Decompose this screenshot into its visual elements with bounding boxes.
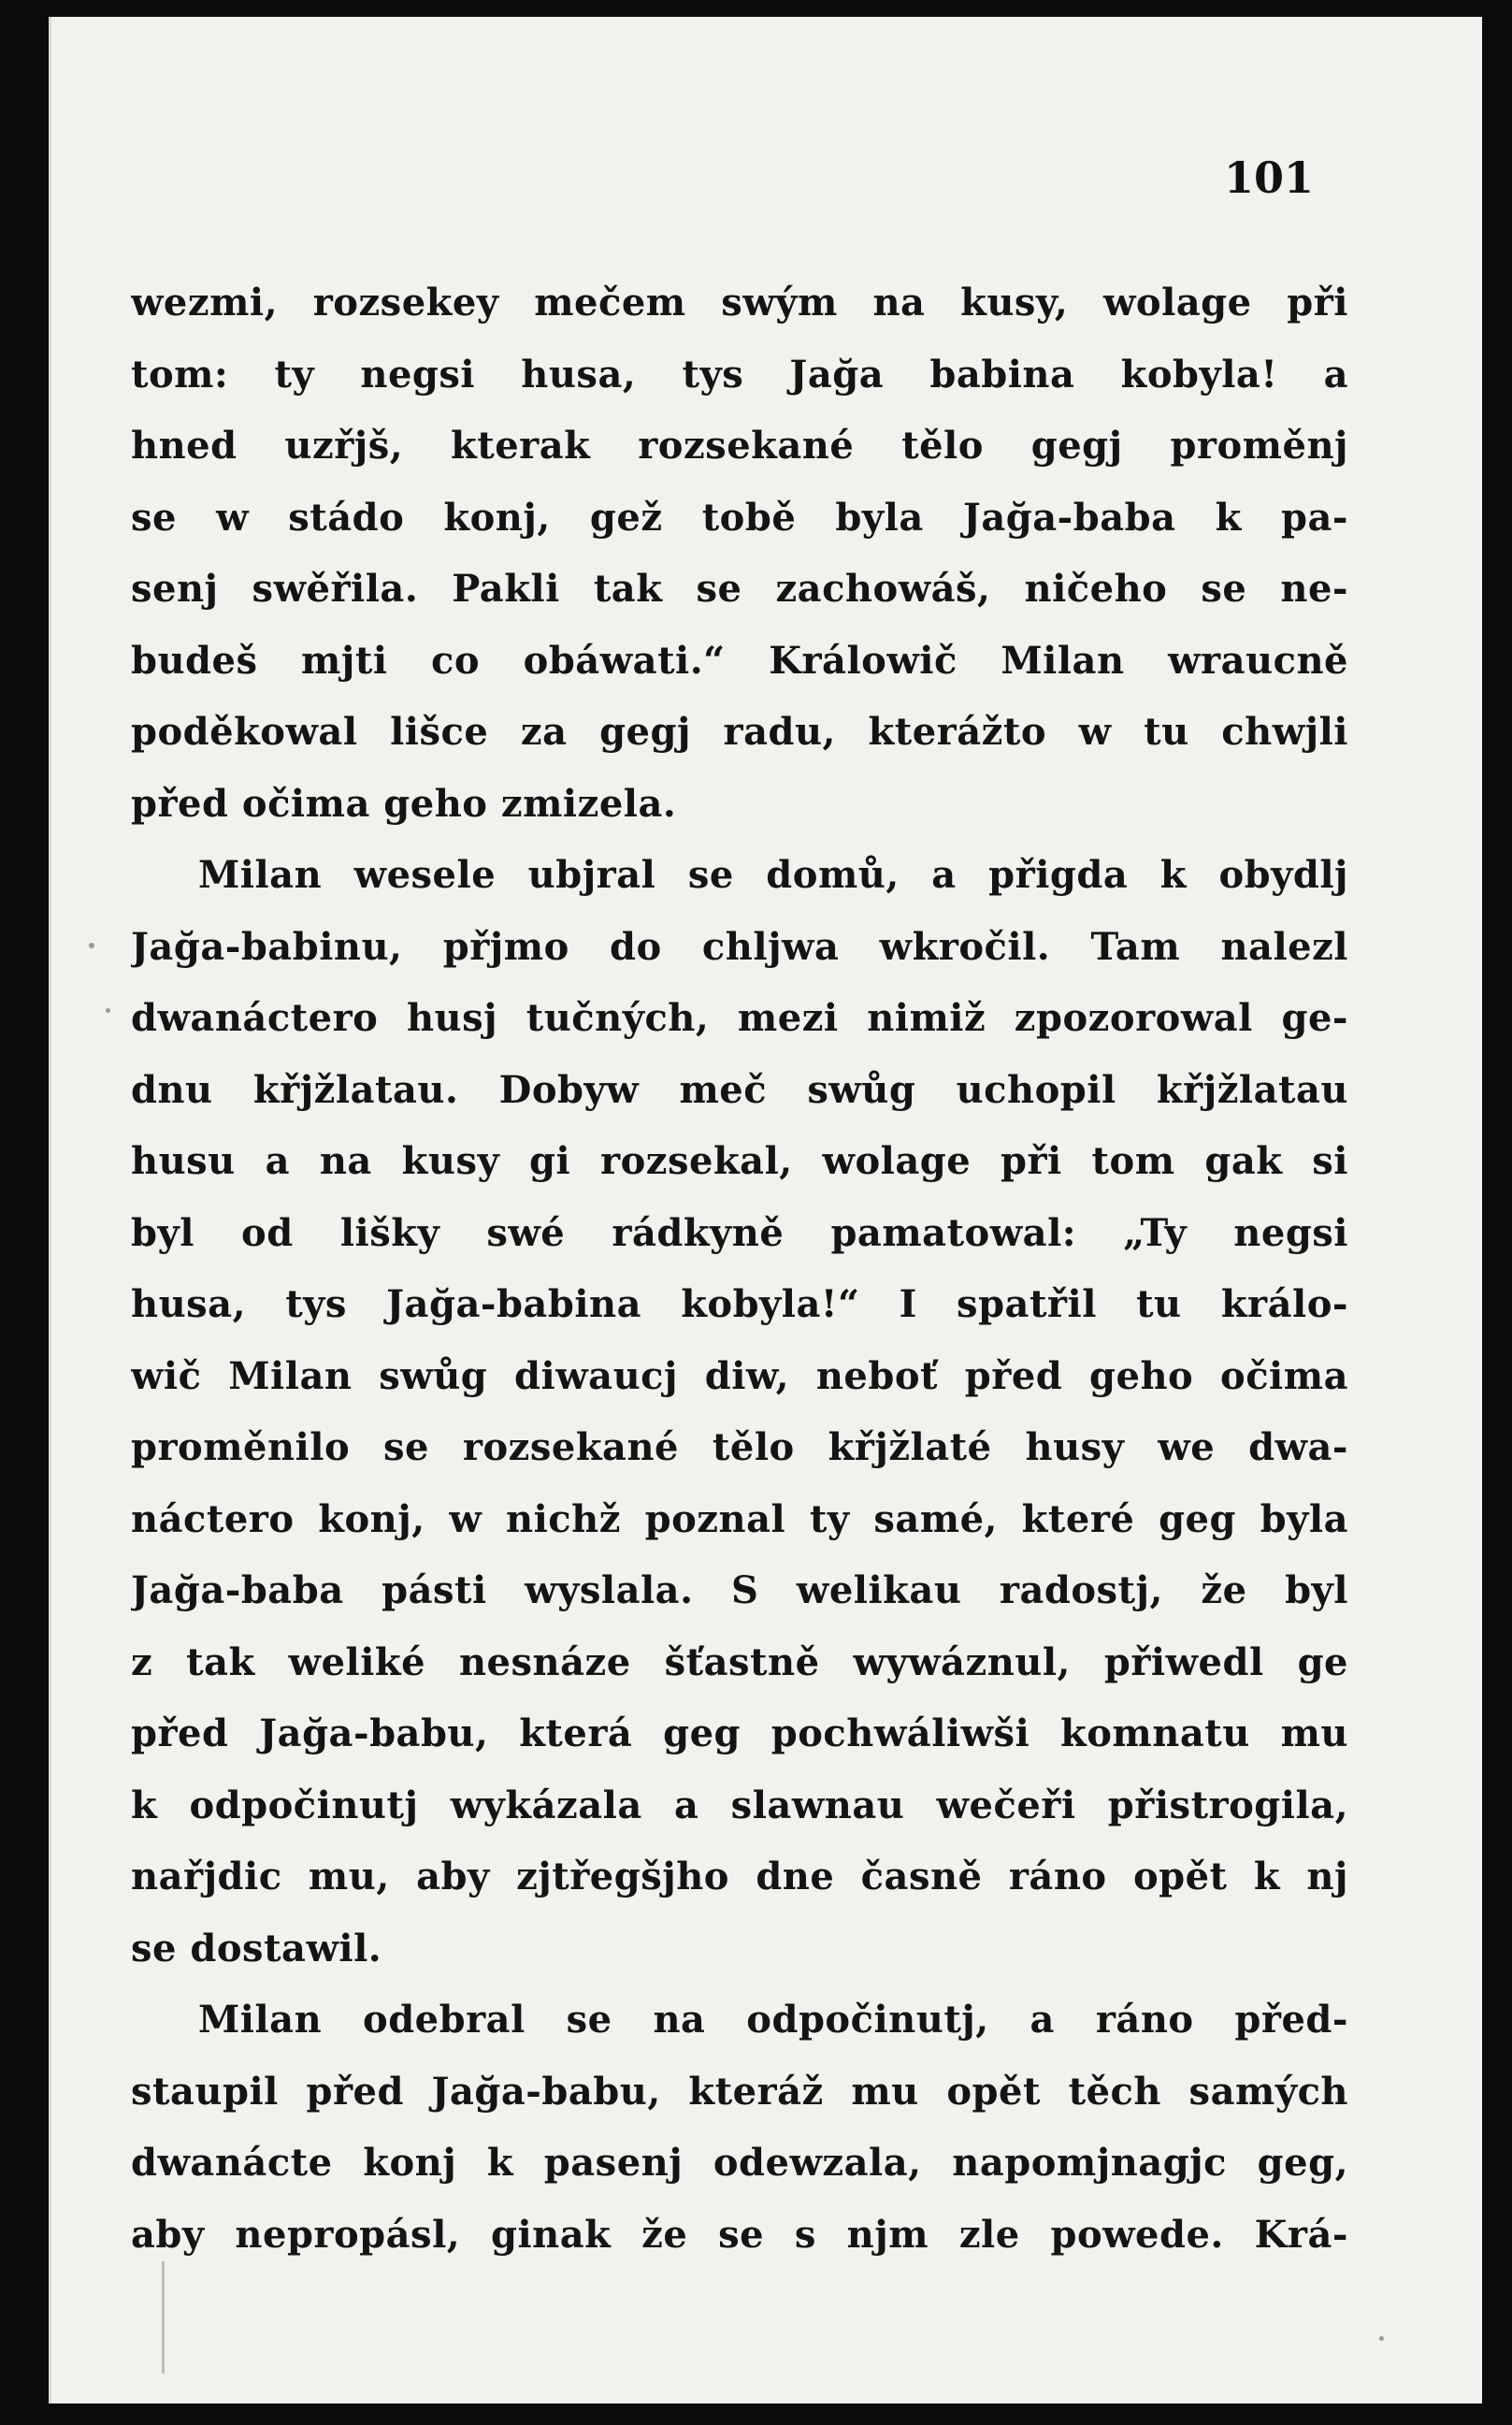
text-line: byl od lišky swé rádkyně pamatowal: „Ty negsi [131, 1210, 1348, 1255]
paragraph-1 [131, 267, 1348, 840]
paper-speck [1379, 2336, 1384, 2341]
text-line: před Jağa-babu, která geg pochwáliwši komnatu mu [131, 1711, 1348, 1755]
text-line: před očima geho zmizela. [131, 781, 677, 826]
text-line: se dostawil. [131, 1926, 382, 1970]
text-line: poděkowal lišce za gegj radu, kterážto w tu chwjli [131, 710, 1348, 754]
paper-crease [162, 2261, 165, 2374]
text-line: Jağa-babinu, přjmo do chljwa wkročil. Tam nalezl [131, 924, 1348, 969]
text-line: Jağa-baba pásti wyslala. S welikau radostj, že byl [131, 1568, 1348, 1612]
text-line: senj swěřila. Pakli tak se zachowáš, ničeho se ne- [131, 567, 1348, 611]
text-line: dwanáctero husj tučných, mezi nimiž zpozorowal ge- [131, 996, 1348, 1040]
paragraph-3 [131, 1985, 1348, 2271]
text-line: staupil před Jağa-babu, kteráž mu opět těch samých [131, 2069, 1348, 2114]
text-line: wič Milan swůg diwaucj diw, neboť před geho očima [131, 1353, 1348, 1398]
book-page [49, 17, 1482, 2403]
text-line: z tak weliké nesnáze šťastně wywáznul, přiwedl ge [131, 1639, 1348, 1684]
text-line: nařjdic mu, aby zjtřegšjho dne časně ráno opět k nj [131, 1855, 1348, 1898]
text-line: wezmi, rozsekey mečem swým na kusy, wolage při [131, 281, 1348, 325]
paragraph-2 [131, 840, 1348, 1985]
text-line: Milan wesele ubjral se domů, a přigda k obydlj [198, 853, 1348, 897]
text-line: k odpočinutj wykázala a slawnau wečeři přistrogila, [131, 1783, 1348, 1827]
text-line: husa, tys Jağa-babina kobyla!“ I spatřil tu králo- [131, 1282, 1348, 1326]
text-line: aby nepropásl, ginak že se s njm zle powede. Krá- [131, 2212, 1348, 2257]
text-line: tom: ty negsi husa, tys Jağa babina kobyla! a [131, 352, 1348, 397]
text-line: hned uzřjš, kterak rozsekané tělo gegj proměnj [131, 424, 1348, 468]
text-line: proměnilo se rozsekané tělo křjžlaté husy we dwa- [131, 1425, 1348, 1469]
text-line: budeš mjti co obáwati.“ Králowič Milan wraucně [131, 638, 1348, 683]
paper-speck [106, 1008, 110, 1013]
paper-speck [89, 943, 94, 948]
text-line: se w stádo konj, gež tobě byla Jağa-baba k pa- [131, 495, 1348, 540]
text-line: Milan odebral se na odpočinutj, a ráno před- [198, 1998, 1348, 2042]
text-line: dwanácte konj k pasenj odewzala, napomjnagjc geg, [131, 2141, 1348, 2185]
page-number: 101 [1223, 152, 1314, 203]
body-text [131, 267, 1348, 2271]
text-line: dnu křjžlatau. Dobyw meč swůg uchopil křjžlatau [131, 1067, 1348, 1112]
text-line: náctero konj, w nichž poznal ty samé, které geg byla [131, 1496, 1348, 1541]
text-line: husu a na kusy gi rozsekal, wolage při tom gak si [131, 1139, 1348, 1183]
